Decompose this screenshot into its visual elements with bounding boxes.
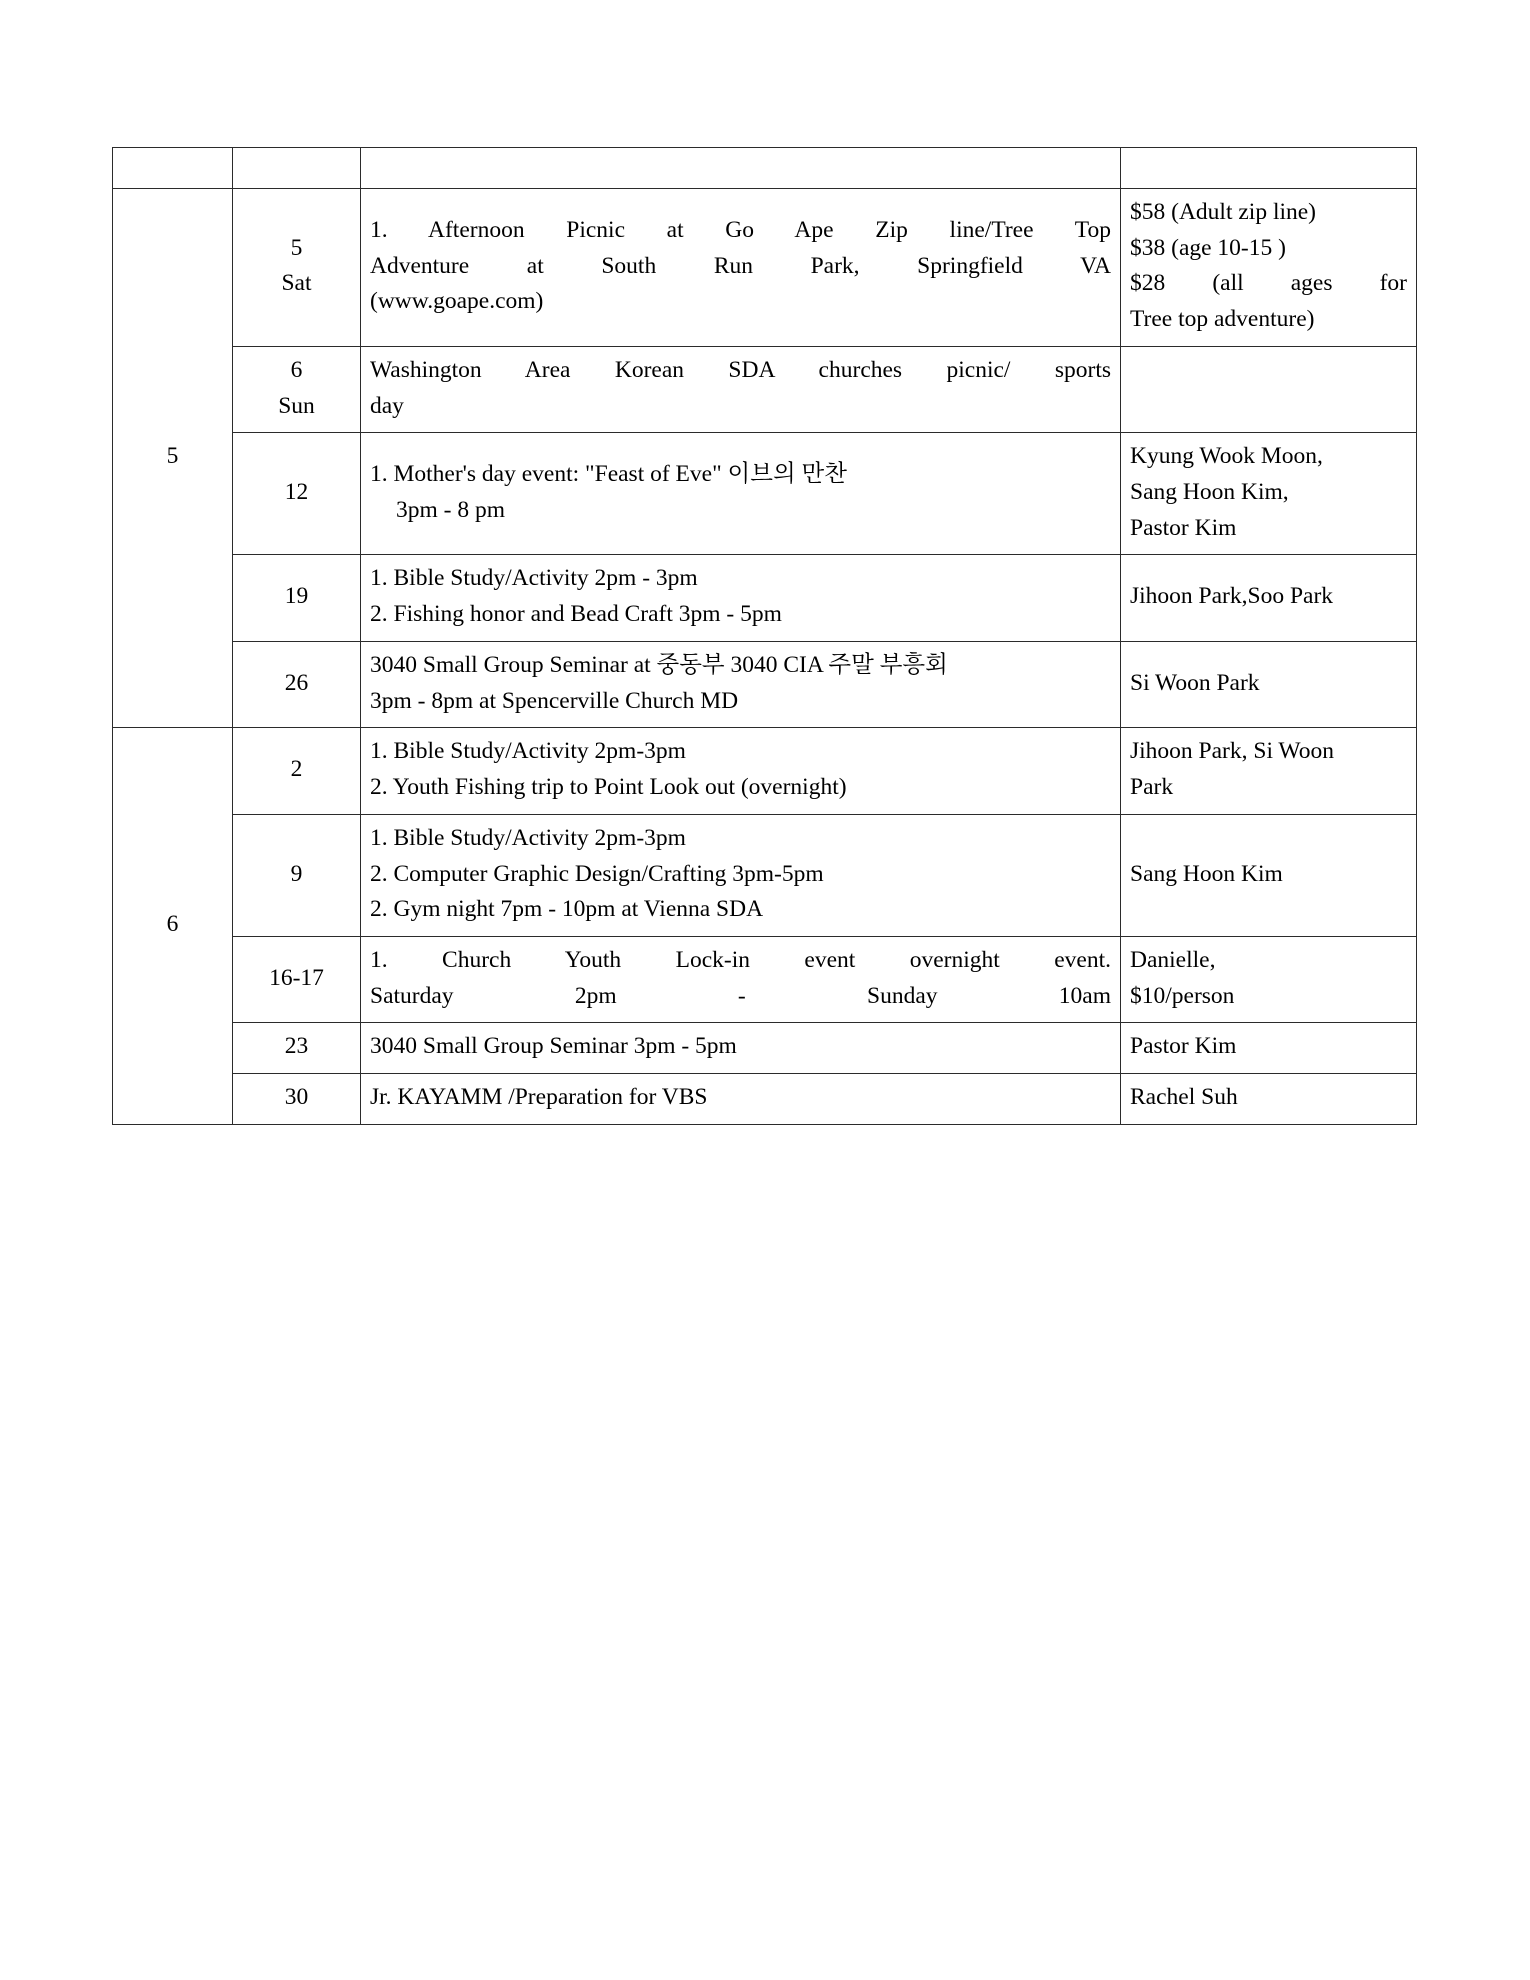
month-label-5: 5	[113, 189, 233, 728]
note-cell: Kyung Wook Moon, Sang Hoon Kim, Pastor Kim	[1121, 433, 1417, 555]
day-label: 26	[233, 641, 361, 727]
header-cell-day	[233, 148, 361, 189]
event-cell: 1. Bible Study/Activity 2pm-3pm 2. Computer Graphic Design/Crafting 3pm-5pm 2. Gym night 7pm - 10pm at Vienna SDA	[361, 814, 1121, 936]
day-label: 16-17	[233, 936, 361, 1022]
event-cell: 1. Afternoon Picnic at Go Ape Zip line/Tree Top Adventure at South Run Park, Springfield VA (www.goape.com)	[361, 189, 1121, 347]
table-row	[113, 346, 1417, 432]
table-row	[113, 936, 1417, 1022]
table-row	[113, 814, 1417, 936]
note-cell: Pastor Kim	[1121, 1023, 1417, 1074]
month-label-6: 6	[113, 728, 233, 1124]
note-cell: Sang Hoon Kim	[1121, 814, 1417, 936]
event-cell: Washington Area Korean SDA churches picnic/ sports day	[361, 346, 1121, 432]
event-cell: 1. Bible Study/Activity 2pm-3pm 2. Youth Fishing trip to Point Look out (overnight)	[361, 728, 1121, 814]
note-cell	[1121, 346, 1417, 432]
day-label: 23	[233, 1023, 361, 1074]
event-cell: Jr. KAYAMM /Preparation for VBS	[361, 1074, 1121, 1125]
schedule-table-body	[113, 148, 1417, 1125]
note-cell: Jihoon Park, Si Woon Park	[1121, 728, 1417, 814]
day-label: 9	[233, 814, 361, 936]
header-cell-event	[361, 148, 1121, 189]
day-label: 5 Sat	[233, 189, 361, 347]
day-label: 6 Sun	[233, 346, 361, 432]
note-cell: Jihoon Park,Soo Park	[1121, 555, 1417, 641]
day-label: 12	[233, 433, 361, 555]
event-cell: 3040 Small Group Seminar at 중동부 3040 CIA 주말 부흥회 3pm - 8pm at Spencerville Church MD	[361, 641, 1121, 727]
table-row	[113, 641, 1417, 727]
note-cell: $58 (Adult zip line) $38 (age 10-15 ) $28 (all ages for Tree top adventure)	[1121, 189, 1417, 347]
event-cell: 3040 Small Group Seminar 3pm - 5pm	[361, 1023, 1121, 1074]
table-row	[113, 1074, 1417, 1125]
table-row	[113, 189, 1417, 347]
event-cell: 1. Bible Study/Activity 2pm - 3pm 2. Fishing honor and Bead Craft 3pm - 5pm	[361, 555, 1121, 641]
event-cell: 1. Mother's day event: "Feast of Eve" 이브의 만찬 3pm - 8 pm	[361, 433, 1121, 555]
header-cell-note	[1121, 148, 1417, 189]
header-cell-month	[113, 148, 233, 189]
day-label: 30	[233, 1074, 361, 1125]
table-row	[113, 1023, 1417, 1074]
table-row	[113, 555, 1417, 641]
schedule-table	[112, 147, 1417, 1125]
table-row	[113, 728, 1417, 814]
day-label: 2	[233, 728, 361, 814]
note-cell: Si Woon Park	[1121, 641, 1417, 727]
table-header-row	[113, 148, 1417, 189]
note-cell: Rachel Suh	[1121, 1074, 1417, 1125]
day-label: 19	[233, 555, 361, 641]
table-row	[113, 433, 1417, 555]
note-cell: Danielle, $10/person	[1121, 936, 1417, 1022]
event-cell: 1. Church Youth Lock-in event overnight event. Saturday 2pm - Sunday 10am	[361, 936, 1121, 1022]
